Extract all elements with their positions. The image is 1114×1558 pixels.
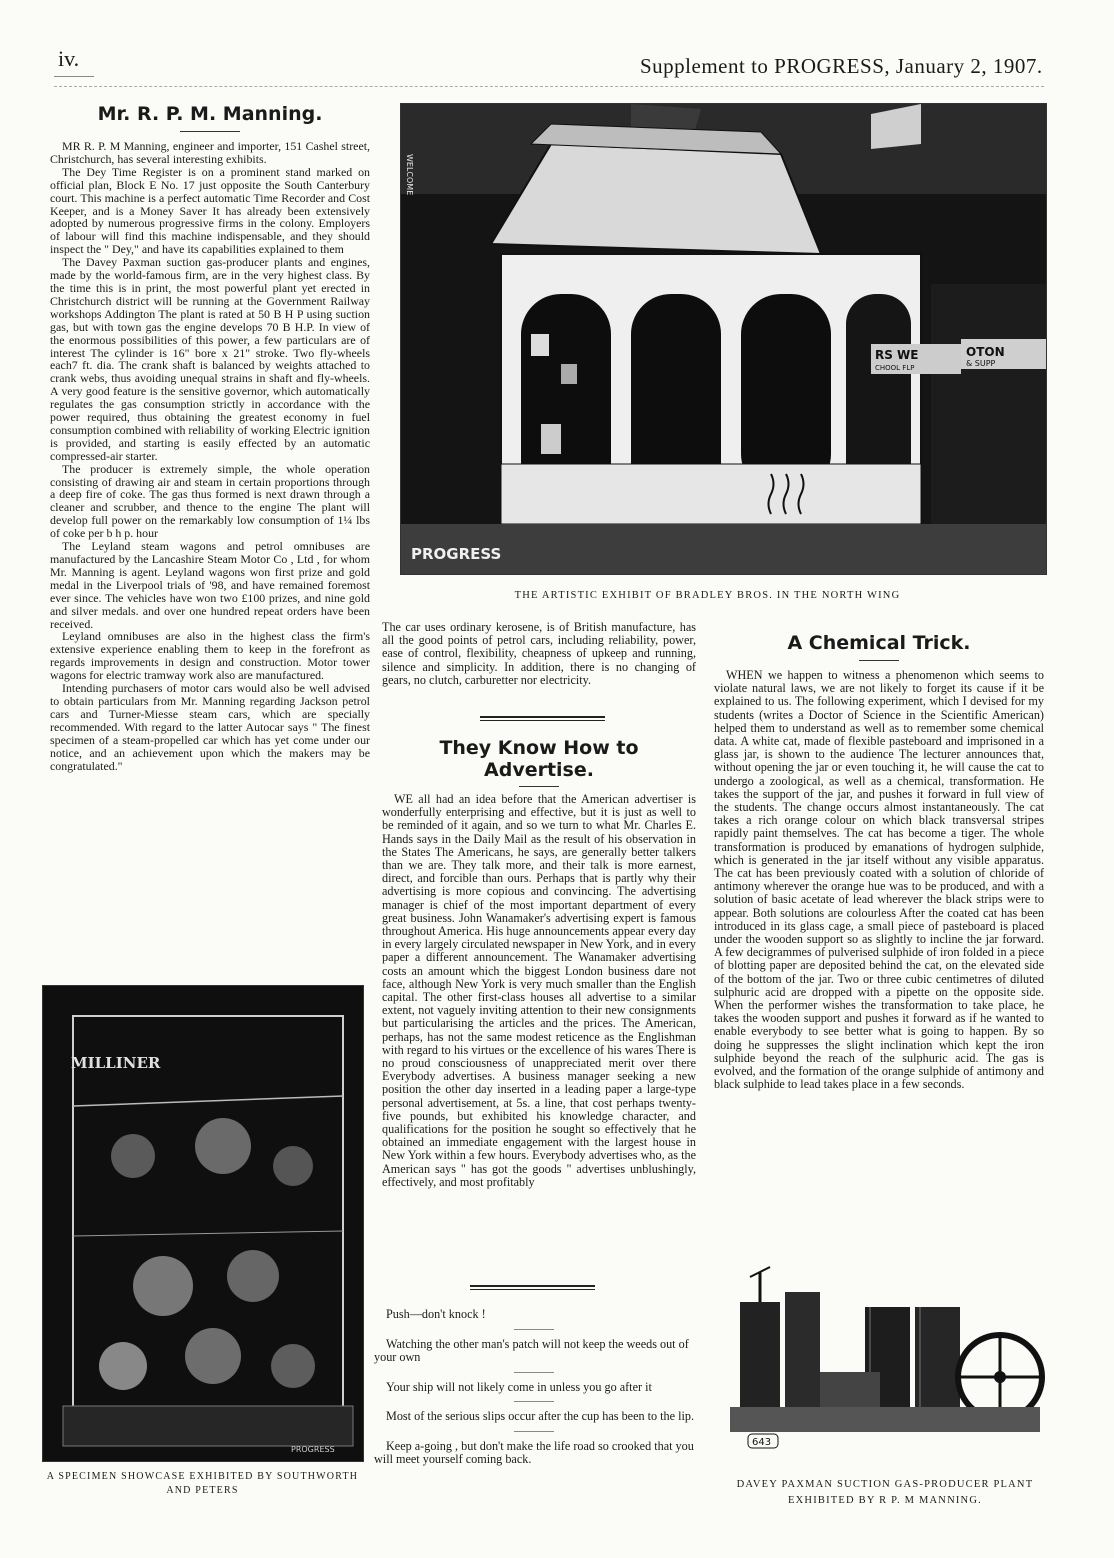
chemical-body	[714, 669, 1044, 1092]
page-number: iv.	[58, 46, 80, 71]
title-rule	[859, 660, 899, 661]
progress-watermark: PROGRESS	[291, 1445, 335, 1454]
section-divider	[480, 716, 605, 721]
chemical-paragraph: WHEN we happen to witness a phenomenon which seems to violate natural laws, we are not likely to forget its cause if it be explained to us. The following experiment, which I devised for my students (writes a Doctor of Science in the Scientific American) helped them to understand as well as to remember some chemical data. A white cat, made of flexible pasteboard and imprisoned in a glass jar, is shown to the audience The lecturer announces that, without opening the jar or even touching it, he will cause the cat to undergo a zoological, as well as a chemical, transformation. He takes the support of the jar, and pushes it forward in full view of the students. The change occurs almost instantaneously. The cat takes a rich orange colour on which black transversal stripes rapidly paint themselves. The cat has become a tiger. The whole transformation is produced by emanations of hydrogen sulphide, which is generated in the jar itself without any visible apparatus. The cat has been previously coated with a solution of chloride of antimony wherever the orange hue was to be produced, and with a solution of basic acetate of lead wherever the black strips were to appear. Both solutions are colourless After the coated cat has been introduced in its glass cage, a small piece of pasteboard is placed under the wooden support so as slightly to incline the jar forward. A few decigrammes of pulverised sulphide of iron folded in a piece of blotting paper are deposited behind the cat, on the elevated side of the bottom of the jar. Two or three cubic centimetres of diluted sulphuric acid are dropped with a pipette on the opposite side. When the performer wishes the transformation to take place, he takes the wooden support and pushes it forward as if he wanted to enable everybody to see better what is going to happen. By so doing he suppresses the slight inclination which kept the iron sulphide beyond the reach of the sulphuric acid. The gas is evolved, and the formation of the orange sulphide of antimony and black sulphide to lead takes place in a few seconds.	[714, 668, 1044, 1092]
chemical-article	[714, 632, 1044, 1092]
manning-paragraph: MR R. P. M Manning, engineer and importer, 151 Cashel street, Christchurch, has several interesting exhibits.	[50, 139, 370, 166]
saying: Push—don't knock !	[386, 1307, 486, 1321]
manning-article	[50, 103, 370, 772]
saying-separator	[514, 1401, 554, 1402]
showcase-caption-line: A SPECIMEN SHOWCASE EXHIBITED BY SOUTHWORTH	[46, 1471, 359, 1482]
bradley-caption: THE ARTISTIC EXHIBIT OF BRADLEY BROS. IN THE NORTH WING	[514, 590, 901, 601]
car-text-block	[382, 621, 696, 687]
engine-drawing	[720, 1262, 1050, 1462]
title-rule	[519, 786, 559, 787]
manning-paragraph: The Leyland steam wagons and petrol omnibuses are manufactured by the Lancashire Steam Motor Co , Ltd , for whom Mr. Manning is agent. Leyland wagons won first prize and gold medal in the Liverpool trials of '98, and have remained foremost ever since. The vehicles have won two £100 prizes, and nine gold and silver medals. and over one hundred repeat orders have been received.	[50, 539, 370, 631]
saying-separator	[514, 1329, 554, 1330]
manning-paragraph: The Dey Time Register is on a prominent stand marked on official plan, Block E No. 17 just opposite the South Canterbury court. This machine is a perfect automatic Time Recorder and Cost Keeper, and is a Money Saver It has already been extensively adopted by numerous progressive firms in the colony. Employers of labour will find this machine indispensable, and they should inspect the " Dey," and have its capabilities explained to them	[50, 164, 370, 257]
manning-body	[50, 140, 370, 772]
manning-paragraph: Intending purchasers of motor cars would also be well advised to obtain particulars from Mr. Manning regarding Jackson petrol cars and Turner-Miesse steam cars, which are specially recommended. With regard to the latter Autocar says " The finest specimen of a steam-propelled car which has yet come under our notice, and an achievement upon which the makers may be congratulated."	[50, 681, 370, 773]
showcase-photo	[42, 985, 364, 1462]
engine-tag: 643	[752, 1437, 772, 1448]
welcome-sign: WELCOME	[405, 154, 414, 196]
sayings-list	[374, 1308, 694, 1467]
advertise-paragraph: WE all had an idea before that the American advertiser is wonderfully enterprising and effective, but it is just as well to be reminded of it again, and so we turn to what Mr. Charles E. Hands says in the Daily Mail as the result of his observation in the States The Americans, he says, are generally better talkers than we are. They talk more, and their talk is more earnest, direct, and forcible than ours. Perhaps that is partly why their advertising is more copious and convincing. The advertising manager is chief of the most important department of every great business. John Wanamaker's advertising expert is famous throughout America. His huge announcements appear every day in every largely circulated newspaper in New York, and in every paper a different announcement. The Wanamaker advertising costs an amount which the biggest London business dare not face, although New York is very much smaller than the English capital. The other first-class houses all advertise to a similar extent, not vaguely inviting attention to their new consignments but particularising the articles and the prices. The American, perhaps, has not the same modest reticence as the Englishman with regard to his virtues or the excellence of his wares There is no proud consciousness of unappreciated merit over there Everybody advertises. A business manager seeking a new position the other day inserted in a leading paper a large-type personal advertisement, at 5s. a line, that cost perhaps twenty-five pounds, but exhibited his knowledge character, and qualifications for the position he sought so effectively that he obtained an immediate engagement with the largest house in New York within a few hours. Everybody advertises who, as the American says " has got the goods " advertises unblushingly, effectively, and most profitably	[382, 792, 696, 1189]
showcase-caption	[30, 1470, 375, 1498]
bradley-bros-photo	[400, 103, 1047, 575]
milliner-sign: MILLINER	[71, 1054, 161, 1072]
advertise-article	[382, 737, 696, 1189]
shop-sign-2: CHOOL FLP	[875, 364, 915, 372]
engine-caption-line: DAVEY PAXMAN SUCTION GAS-PRODUCER PLANT	[736, 1479, 1034, 1490]
manning-title: Mr. R. P. M. Manning.	[97, 103, 323, 125]
title-rule	[180, 131, 240, 132]
showcase-illustration	[43, 986, 363, 1461]
section-divider	[470, 1285, 595, 1290]
header-rule	[54, 86, 1044, 87]
manning-paragraph: The producer is extremely simple, the whole operation consisting of drawing air and steam in certain proportions through a deep fire of coke. The gas thus formed is next drawn through a cleaner and scrubber, and thence to the engine The plant will develop full power on the remarkably low consumption of 1¼ lbs of coke per b h p. hour	[50, 461, 370, 541]
bradley-bros-illustration	[401, 104, 1046, 574]
saying: Your ship will not likely come in unless you go after it	[386, 1379, 652, 1394]
shop-sign-1: RS WE	[875, 348, 919, 362]
progress-watermark: PROGRESS	[411, 545, 502, 563]
saying: Watching the other man's patch will not keep the weeds out of your own	[374, 1336, 689, 1364]
shop-sign-4: & SUPP	[966, 359, 996, 368]
engine-caption-line: EXHIBITED BY R P. M MANNING.	[788, 1495, 982, 1506]
saying: Most of the serious slips occur after the cup has been to the lip.	[386, 1409, 694, 1423]
saying-separator	[514, 1431, 554, 1432]
running-header: Supplement to PROGRESS, January 2, 1907.	[640, 54, 1043, 78]
advertise-body	[382, 793, 696, 1189]
showcase-caption-line: AND PETERS	[166, 1485, 239, 1496]
manning-paragraph: The Davey Paxman suction gas-producer plants and engines, made by the world-famous firm, are in the very highest class. By the time this is in print, the most powerful plant yet erected in Christchurch district will be running at the Government Railway workshops Addington The plant is rated at 50 B H P using suction gas, but with town gas the engine develops 70 B H.P. In view of the enormous possibilities of this power, a few particulars are of interest The cylinder is 16" bore x 21" stroke. Two fly-wheels each7 ft. dia. The crank shaft is balanced by weights attached to crank webs, thus avoiding unequal strains in shaft and fly-wheels. A very good feature is the sensitive governor, which automatically regulates the gas consumption strictly in accordance with the power required, thus obtaining the greatest economy in fuel consumption combined with reliability of working Electric ignition is provided, and starting is easily effected by an automatic compressed-air starter.	[50, 255, 370, 463]
chemical-title: A Chemical Trick.	[787, 632, 971, 654]
page-number-rule	[54, 76, 94, 77]
saying-separator	[514, 1372, 554, 1373]
advertise-title: They Know How to Advertise.	[439, 737, 639, 781]
manning-paragraph: Leyland omnibuses are also in the highest class the firm's extensive experience enabling them to keep in the forefront as regards improvements in design and construction. Motor tower wagons for electric tramway work also are manufactured.	[50, 629, 370, 683]
engine-caption	[720, 1477, 1050, 1509]
engine-illustration	[720, 1262, 1050, 1462]
saying: Keep a-going , but don't make the life road so crooked that you will meet yourself coming back.	[374, 1438, 694, 1466]
shop-sign-3: OTON	[966, 345, 1005, 359]
car-text: The car uses ordinary kerosene, is of British manufacture, has all the good points of petrol cars, including reliability, power, ease of control, flexibility, cheapness of upkeep and running, silence and simplicity. In addition, there is no changing of gears, no clutch, carburetter nor electricity.	[382, 620, 696, 687]
